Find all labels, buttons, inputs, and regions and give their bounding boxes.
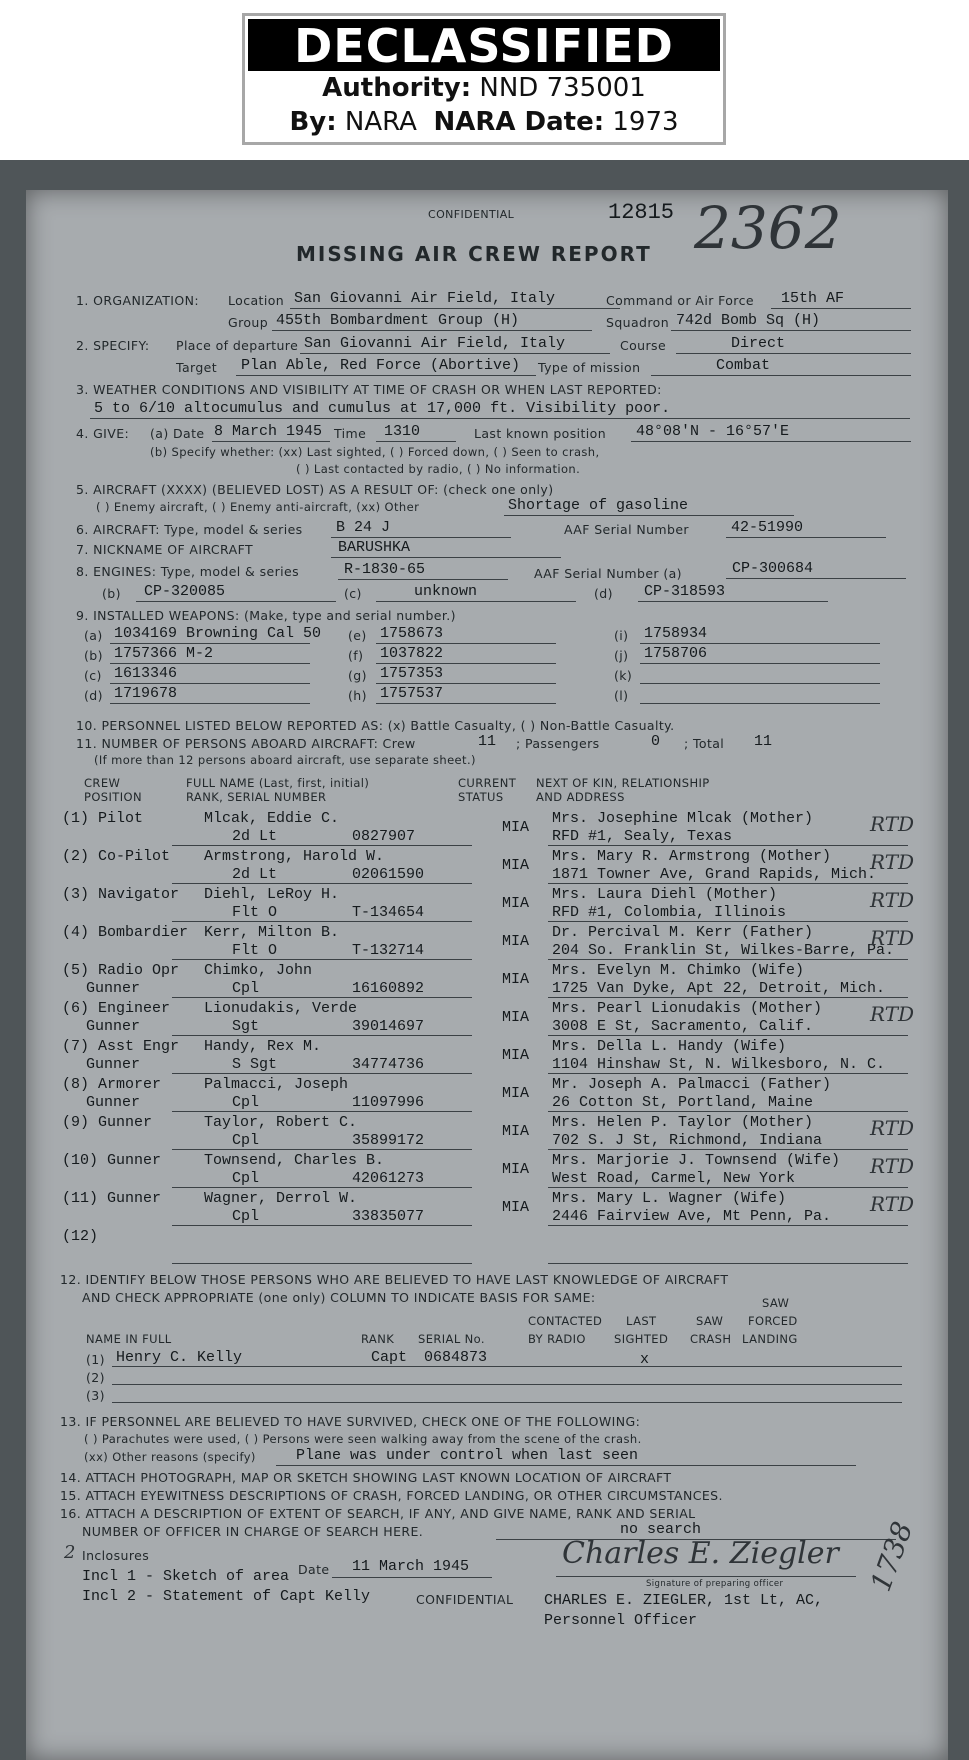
q12-header-saw2: SAW — [762, 1296, 790, 1310]
crew-kin-address: West Road, Carmel, New York — [552, 1170, 796, 1187]
crew-status: MIA — [502, 895, 530, 912]
q12-header-contacted: CONTACTED — [528, 1314, 603, 1328]
crew-rank: Cpl — [232, 1170, 260, 1187]
crew-rtd-note: RTD — [870, 926, 915, 950]
q4-label: 4. GIVE: — [76, 426, 130, 441]
margin-note: 1738 — [863, 1517, 920, 1596]
declassified-title: DECLASSIFIED — [248, 19, 720, 71]
q2-target: Plan Able, Red Force (Abortive) — [241, 357, 521, 374]
weapon-key: (i) — [614, 628, 629, 643]
q11-passengers-label: ; Passengers — [516, 736, 600, 751]
footer-date: 11 March 1945 — [352, 1558, 470, 1575]
crew-serial: 42061273 — [352, 1170, 425, 1187]
q1-command: 15th AF — [781, 290, 845, 307]
q1-command-label: Command or Air Force — [606, 293, 754, 308]
crew-status: MIA — [502, 1009, 530, 1026]
q12-line2: AND CHECK APPROPRIATE (one only) COLUMN TO INDICATE BASIS FOR SAME: — [82, 1290, 596, 1305]
crew-position-2: Gunner — [86, 1094, 141, 1111]
q12-header-saw: SAW — [696, 1314, 724, 1328]
q12-header-sighted: SIGHTED — [614, 1332, 669, 1346]
crew-name: Palmacci, Joseph — [204, 1076, 349, 1093]
crew-rtd-note: RTD — [870, 1154, 915, 1178]
q1-squadron: 742d Bomb Sq (H) — [676, 312, 821, 329]
crew-name: Diehl, LeRoy H. — [204, 886, 340, 903]
q2-label: 2. SPECIFY: — [76, 338, 150, 353]
weapon-serial: 1034169 Browning Cal 50 — [114, 625, 322, 642]
q4-specify-line1: (b) Specify whether: (xx) Last sighted, ( ) Forced down, ( ) Seen to crash, — [150, 445, 600, 459]
q12-row-rank: Capt — [371, 1349, 408, 1366]
crew-rank: 2d Lt — [232, 866, 278, 883]
crew-position: (2) Co-Pilot — [62, 848, 171, 865]
q1-group: 455th Bombardment Group (H) — [276, 312, 520, 329]
crew-kin: Mrs. Pearl Lionudakis (Mother) — [552, 1000, 823, 1017]
crew-serial: 33835077 — [352, 1208, 425, 1225]
crew-status: MIA — [502, 1161, 530, 1178]
crew-rtd-note: RTD — [870, 812, 915, 836]
crew-serial: T-132714 — [352, 942, 425, 959]
crew-rtd-note: RTD — [870, 850, 915, 874]
crew-position: (4) Bombardier — [62, 924, 189, 941]
crew-position: (10) Gunner — [62, 1152, 162, 1169]
crew-rtd-note: RTD — [870, 1002, 915, 1026]
crew-position: (1) Pilot — [62, 810, 144, 827]
crew-status: MIA — [502, 933, 530, 950]
crew-status: MIA — [502, 1047, 530, 1064]
report-number: 12815 — [608, 200, 675, 225]
q4-date: 8 March 1945 — [214, 423, 323, 440]
confidential-header: CONFIDENTIAL — [428, 208, 515, 221]
crew-name: Armstrong, Harold W. — [204, 848, 385, 865]
q12-row-sighted-mark: x — [640, 1351, 650, 1368]
q12-row-serial: 0684873 — [424, 1349, 488, 1366]
crew-kin-address: 2446 Fairview Ave, Mt Penn, Pa. — [552, 1208, 832, 1225]
weapon-key: (j) — [614, 648, 629, 663]
crew-rank: Cpl — [232, 1132, 260, 1149]
crew-serial: 11097996 — [352, 1094, 425, 1111]
crew-status: MIA — [502, 1085, 530, 1102]
weapon-serial: 1758673 — [380, 625, 444, 642]
crew-kin-address: 26 Cotton St, Portland, Maine — [552, 1094, 814, 1111]
crew-status: MIA — [502, 1199, 530, 1216]
q16-search: no search — [620, 1521, 702, 1538]
crew-kin-address: 702 S. J St, Richmond, Indiana — [552, 1132, 823, 1149]
crew-kin: Mrs. Della L. Handy (Wife) — [552, 1038, 787, 1055]
weapon-key: (k) — [614, 668, 633, 683]
q11-total-label: ; Total — [684, 736, 725, 751]
form-title: MISSING AIR CREW REPORT — [296, 242, 652, 266]
crew-rank: S Sgt — [232, 1056, 278, 1073]
crew-rank: Cpl — [232, 980, 260, 997]
crew-position: (7) Asst Engr — [62, 1038, 180, 1055]
crew-rtd-note: RTD — [870, 1192, 915, 1216]
crew-position-2: Gunner — [86, 1018, 141, 1035]
q9-label: 9. INSTALLED WEAPONS: (Make, type and serial number.) — [76, 608, 456, 623]
crew-position-2: Gunner — [86, 980, 141, 997]
officer-name: CHARLES E. ZIEGLER, 1st Lt, AC, — [544, 1592, 824, 1609]
officer-signature: Charles E. Ziegler — [562, 1536, 839, 1571]
footer-date-label: Date — [298, 1562, 330, 1577]
q3-label: 3. WEATHER CONDITIONS AND VISIBILITY AT TIME OF CRASH OR WHEN LAST REPORTED: — [76, 382, 662, 397]
footer-confidential: CONFIDENTIAL — [416, 1592, 514, 1607]
crew-name: Chimko, John — [204, 962, 313, 979]
crew-serial: T-134654 — [352, 904, 425, 921]
q8-serial-label: AAF Serial Number (a) — [534, 566, 682, 581]
officer-title: Personnel Officer — [544, 1612, 698, 1629]
q6-type: B 24 J — [336, 519, 391, 536]
weapon-serial: 1719678 — [114, 685, 178, 702]
q12-header-serial: SERIAL No. — [418, 1332, 485, 1346]
crew-rank: Cpl — [232, 1094, 260, 1111]
crew-kin: Mrs. Mary L. Wagner (Wife) — [552, 1190, 787, 1207]
q8-serial-d: CP-318593 — [644, 583, 726, 600]
crew-kin: Mrs. Mary R. Armstrong (Mother) — [552, 848, 832, 865]
q8-type: R-1830-65 — [344, 561, 426, 578]
q12-header-last: LAST — [626, 1314, 657, 1328]
q4-date-label: (a) Date — [150, 426, 205, 441]
q11-crew: 11 — [478, 733, 497, 750]
q12-row-key: (1) — [86, 1352, 105, 1367]
q2-course: Direct — [731, 335, 786, 352]
crew-rank: 2d Lt — [232, 828, 278, 845]
inclosures-label: Inclosures — [82, 1548, 150, 1563]
q8-c-label: (c) — [344, 586, 362, 601]
crew-kin-address: RFD #1, Colombia, Illinois — [552, 904, 787, 921]
crew-position: (12) — [62, 1228, 99, 1245]
crew-serial: 0827907 — [352, 828, 416, 845]
crew-kin-address: 204 So. Franklin St, Wilkes-Barre, Pa. — [552, 942, 895, 959]
q8-serial-b: CP-320085 — [144, 583, 226, 600]
q12-row-name: Henry C. Kelly — [116, 1349, 243, 1366]
q13-line3: (xx) Other reasons (specify) — [84, 1450, 256, 1464]
crew-header-current: CURRENT — [458, 776, 517, 790]
authority-line: Authority: NND 735001 — [322, 73, 646, 103]
crew-status: MIA — [502, 1123, 530, 1140]
crew-kin-address: 1725 Van Dyke, Apt 22, Detroit, Mich. — [552, 980, 886, 997]
q8-d-label: (d) — [594, 586, 613, 601]
crew-serial: 02061590 — [352, 866, 425, 883]
crew-header-name: FULL NAME (Last, first, initial) — [186, 776, 370, 790]
q12-row-key: (3) — [86, 1388, 105, 1403]
q2-departure-label: Place of departure — [176, 338, 299, 353]
crew-status: MIA — [502, 971, 530, 988]
crew-name: Mlcak, Eddie C. — [204, 810, 340, 827]
crew-position: (8) Armorer — [62, 1076, 162, 1093]
q2-course-label: Course — [620, 338, 667, 353]
crew-name: Wagner, Derrol W. — [204, 1190, 358, 1207]
crew-rtd-note: RTD — [870, 888, 915, 912]
crew-position: (11) Gunner — [62, 1190, 162, 1207]
crew-serial: 34774736 — [352, 1056, 425, 1073]
inclosure-2: Incl 2 - Statement of Capt Kelly — [82, 1588, 371, 1605]
crew-kin-address: 1871 Towner Ave, Grand Rapids, Mich. — [552, 866, 877, 883]
q12-header-forced: FORCED — [748, 1314, 798, 1328]
crew-name: Townsend, Charles B. — [204, 1152, 385, 1169]
q1-label: 1. ORGANIZATION: — [76, 293, 199, 308]
q5-label: 5. AIRCRAFT (XXXX) (BELIEVED LOST) AS A RESULT OF: (check one only) — [76, 482, 554, 497]
q7-label: 7. NICKNAME OF AIRCRAFT — [76, 542, 253, 557]
crew-position: (9) Gunner — [62, 1114, 153, 1131]
crew-header-rank: RANK, SERIAL NUMBER — [186, 790, 327, 804]
q4-time: 1310 — [384, 423, 421, 440]
q15-label: 15. ATTACH EYEWITNESS DESCRIPTIONS OF CRASH, FORCED LANDING, OR OTHER CIRCUMSTANCES. — [60, 1488, 723, 1503]
handwritten-report-number: 2362 — [694, 194, 842, 262]
weapon-serial: 1758934 — [644, 625, 708, 642]
weapon-key: (f) — [348, 648, 364, 663]
q5-other: Shortage of gasoline — [508, 497, 689, 514]
q12-header-crash: CRASH — [690, 1332, 732, 1346]
weapon-serial: 1037822 — [380, 645, 444, 662]
q6-serial-label: AAF Serial Number — [564, 522, 689, 537]
q3-weather: 5 to 6/10 altocumulus and cumulus at 17,000 ft. Visibility poor. — [94, 400, 671, 417]
q2-departure: San Giovanni Air Field, Italy — [304, 335, 566, 352]
weapon-key: (a) — [84, 628, 103, 643]
q16-line1: 16. ATTACH A DESCRIPTION OF EXTENT OF SEARCH, IF ANY, AND GIVE NAME, RANK AND SERIAL — [60, 1506, 696, 1521]
inclosures-count: 2 — [64, 1542, 76, 1563]
q2-target-label: Target — [176, 360, 218, 375]
crew-status: MIA — [502, 857, 530, 874]
q1-location: San Giovanni Air Field, Italy — [294, 290, 556, 307]
q12-header-name: NAME IN FULL — [86, 1332, 172, 1346]
q11-label: 11. NUMBER OF PERSONS ABOARD AIRCRAFT: Crew — [76, 736, 416, 751]
crew-rank: Sgt — [232, 1018, 260, 1035]
crew-kin: Mrs. Helen P. Taylor (Mother) — [552, 1114, 814, 1131]
crew-rank: Cpl — [232, 1208, 260, 1225]
q6-serial: 42-51990 — [731, 519, 804, 536]
q13-other: Plane was under control when last seen — [296, 1447, 639, 1464]
by-line: By: NARA NARA Date: 1973 — [289, 107, 679, 137]
crew-kin: Mrs. Josephine Mlcak (Mother) — [552, 810, 814, 827]
q1-location-label: Location — [228, 293, 285, 308]
crew-header-address: AND ADDRESS — [536, 790, 625, 804]
weapon-serial: 1757366 M-2 — [114, 645, 214, 662]
q11-note: (If more than 12 persons aboard aircraft, use separate sheet.) — [94, 753, 476, 767]
q14-label: 14. ATTACH PHOTOGRAPH, MAP OR SKETCH SHOWING LAST KNOWN LOCATION OF AIRCRAFT — [60, 1470, 672, 1485]
weapon-key: (h) — [348, 688, 367, 703]
q8-serial-c: unknown — [414, 583, 478, 600]
q4-time-label: Time — [334, 426, 367, 441]
q12-row-key: (2) — [86, 1370, 105, 1385]
crew-header-crew: CREW — [84, 776, 121, 790]
q12-header-rank: RANK — [361, 1332, 395, 1346]
crew-status: MIA — [502, 819, 530, 836]
crew-serial: 16160892 — [352, 980, 425, 997]
crew-rank: Flt O — [232, 942, 278, 959]
weapon-key: (d) — [84, 688, 103, 703]
q1-group-label: Group — [228, 315, 269, 330]
weapon-serial: 1757353 — [380, 665, 444, 682]
crew-kin: Mrs. Marjorie J. Townsend (Wife) — [552, 1152, 841, 1169]
crew-kin: Dr. Percival M. Kerr (Father) — [552, 924, 814, 941]
crew-name: Handy, Rex M. — [204, 1038, 322, 1055]
q4-specify-line2: ( ) Last contacted by radio, ( ) No information. — [296, 462, 581, 476]
crew-rank: Flt O — [232, 904, 278, 921]
q4-position-label: Last known position — [474, 426, 607, 441]
q2-mission-label: Type of mission — [538, 360, 641, 375]
weapon-key: (e) — [348, 628, 367, 643]
report-page — [26, 190, 948, 1760]
crew-rtd-note: RTD — [870, 1116, 915, 1140]
crew-header-position: POSITION — [84, 790, 142, 804]
q4-position: 48°08'N - 16°57'E — [636, 423, 790, 440]
weapon-key: (b) — [84, 648, 103, 663]
q13-line1: 13. IF PERSONNEL ARE BELIEVED TO HAVE SURVIVED, CHECK ONE OF THE FOLLOWING: — [60, 1414, 641, 1429]
q8-serial-a: CP-300684 — [732, 560, 814, 577]
crew-name: Lionudakis, Verde — [204, 1000, 358, 1017]
crew-header-kin: NEXT OF KIN, RELATIONSHIP — [536, 776, 710, 790]
q8-b-label: (b) — [102, 586, 121, 601]
crew-kin: Mrs. Evelyn M. Chimko (Wife) — [552, 962, 805, 979]
crew-kin-address: 1104 Hinshaw St, N. Wilkesboro, N. C. — [552, 1056, 886, 1073]
weapon-serial: 1758706 — [644, 645, 708, 662]
crew-serial: 39014697 — [352, 1018, 425, 1035]
q6-label: 6. AIRCRAFT: Type, model & series — [76, 522, 303, 537]
q8-label: 8. ENGINES: Type, model & series — [76, 564, 299, 579]
crew-position: (3) Navigator — [62, 886, 180, 903]
q11-passengers: 0 — [651, 733, 661, 750]
q12-line1: 12. IDENTIFY BELOW THOSE PERSONS WHO ARE BELIEVED TO HAVE LAST KNOWLEDGE OF AIRCRAFT — [60, 1272, 729, 1287]
crew-kin: Mrs. Laura Diehl (Mother) — [552, 886, 778, 903]
q1-squadron-label: Squadron — [606, 315, 670, 330]
q13-line2: ( ) Parachutes were used, ( ) Persons were seen walking away from the scene of the crash. — [84, 1432, 642, 1446]
q12-header-landing: LANDING — [742, 1332, 798, 1346]
q2-mission: Combat — [716, 357, 771, 374]
crew-position-2: Gunner — [86, 1056, 141, 1073]
crew-name: Kerr, Milton B. — [204, 924, 340, 941]
q5-options: ( ) Enemy aircraft, ( ) Enemy anti-aircraft, (xx) Other — [96, 500, 420, 514]
q16-line2: NUMBER OF OFFICER IN CHARGE OF SEARCH HERE. — [82, 1524, 424, 1539]
crew-position: (6) Engineer — [62, 1000, 171, 1017]
weapon-serial: 1757537 — [380, 685, 444, 702]
q7-nickname: BARUSHKA — [338, 539, 411, 556]
crew-position: (5) Radio Opr — [62, 962, 180, 979]
crew-header-status: STATUS — [458, 790, 504, 804]
q10-label: 10. PERSONNEL LISTED BELOW REPORTED AS: (x) Battle Casualty, ( ) Non-Battle Casualty. — [76, 718, 675, 733]
weapon-key: (g) — [348, 668, 367, 683]
crew-kin: Mr. Joseph A. Palmacci (Father) — [552, 1076, 832, 1093]
weapon-serial: 1613346 — [114, 665, 178, 682]
declassified-stamp — [242, 13, 726, 145]
crew-kin-address: 3008 E St, Sacramento, Calif. — [552, 1018, 814, 1035]
q12-header-radio: BY RADIO — [528, 1332, 586, 1346]
weapon-key: (l) — [614, 688, 629, 703]
signature-caption: Signature of preparing officer — [646, 1579, 784, 1589]
weapon-key: (c) — [84, 668, 102, 683]
inclosure-1: Incl 1 - Sketch of area — [82, 1568, 290, 1585]
crew-name: Taylor, Robert C. — [204, 1114, 358, 1131]
q11-total: 11 — [754, 733, 773, 750]
crew-serial: 35899172 — [352, 1132, 425, 1149]
crew-kin-address: RFD #1, Sealy, Texas — [552, 828, 733, 845]
